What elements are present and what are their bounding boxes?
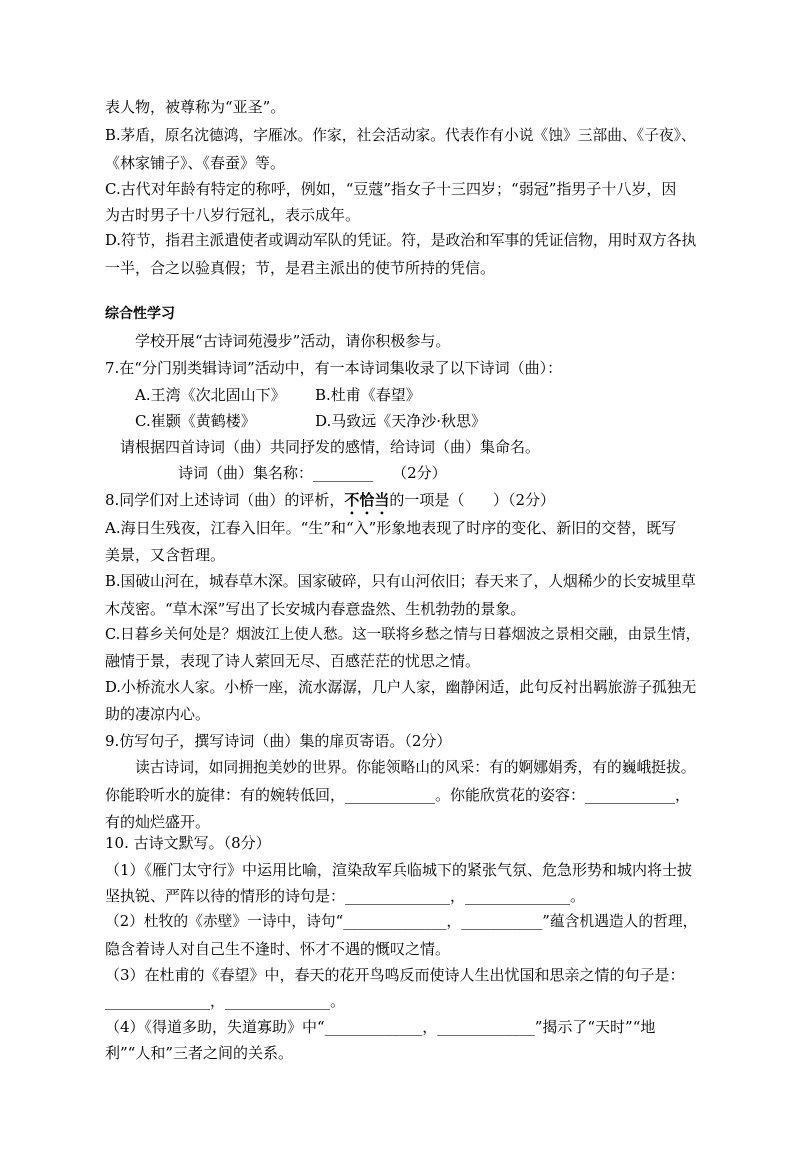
option-c: C.崔颢《黄鹤楼》 [135, 412, 256, 430]
text-line: 助的凄凉内心。 [105, 705, 211, 723]
text-line: 学校开展“古诗词苑漫步”活动，请你积极参与。 [135, 332, 451, 350]
emphasis-text: 不恰当 [344, 491, 390, 509]
answer-blank-line: 诗词（曲）集名称：________ （2分） [178, 464, 447, 482]
text-line: （4）《得道多助，失道寡助》中“_____________，_____________”揭示了“天时”“地 [105, 1018, 656, 1036]
question-9: 9.仿写句子，撰写诗词（曲）集的扉页寄语。（2分） [105, 732, 452, 750]
option-d: D.马致远《天净沙·秋思》 [315, 412, 487, 430]
text-line: 木茂密。“草木深”写出了长安城内春意盎然、生机勃勃的景象。 [105, 600, 526, 618]
question-7: 7.在“分门别类辑诗词”活动中，有一本诗词集收录了以下诗词（曲）： [105, 359, 563, 377]
text-line: 为古时男子十八岁行冠礼，表示成年。 [105, 206, 361, 224]
text-line: 美景，又含哲理。 [105, 546, 226, 564]
text-line: （1）《雁门太守行》中运用比喻，渲染敌军兵临城下的紧张气氛、危急形势和城内将士披 [105, 861, 693, 879]
text-line: 《林家铺子》、《春蚕》等。 [105, 154, 286, 172]
text-line: 一半，合之以验真假；节，是君主派出的使节所持的凭信。 [105, 259, 496, 277]
text-line: 读古诗词，如同拥抱美妙的世界。你能领略山的风采：有的婀娜娟秀，有的巍峨挺拔。 [135, 759, 696, 776]
text-line: 请根据四首诗词（曲）共同抒发的感情，给诗词（曲）集命名。 [120, 438, 541, 456]
text-line: 融情于景，表现了诗人萦回无尽、百感茫茫的忧思之情。 [105, 652, 481, 670]
text-line: D.符节，指君主派遣使者或调动军队的凭证。符，是政治和军事的凭证信物，用时双方各执 [105, 232, 697, 249]
option-b: B.杜甫《春望》 [315, 386, 421, 404]
question-8-lead: 8.同学们对上述诗词（曲）的评析， [105, 491, 345, 509]
text-line: ______________，______________。 [105, 992, 346, 1010]
text-line: D.小桥流水人家。小桥一座，流水潺潺，几户人家，幽静闲适，此句反衬出羁旅游子孤独无 [105, 679, 697, 696]
text-line: 表人物，被尊称为“亚圣”。 [105, 98, 286, 116]
text-line: B.国破山河在，城春草木深。国家破碎，只有山河依旧；春天来了，人烟稀少的长安城里草 [105, 573, 696, 590]
question-8 [105, 490, 555, 518]
question-8-tail: 的一项是（ ）（2分） [389, 491, 555, 509]
text-line: C.日暮乡关何处是？烟波江上使人愁。这一联将乡愁之情与日暮烟波之景相交融，由景生情， [105, 627, 701, 643]
text-line: 隐含着诗人对自己生不逢时、怀才不遇的慨叹之情。 [105, 940, 451, 958]
text-line: （2）杜牧的《赤壁》一诗中，诗句“______________，___________”蕴含机遇造人的哲理， [105, 913, 698, 930]
question-10: 10. 古诗文默写。（8分） [105, 834, 271, 852]
text-line: 你能聆听水的旋律：有的婉转低回，____________。你能欣赏花的姿容：____________， [105, 786, 691, 804]
text-line: 坚执锐、严阵以待的情形的诗句是：______________，______________。 [105, 887, 586, 905]
text-line: （3）在杜甫的《春望》中，春天的花开鸟鸣反而使诗人生出忧国和思亲之情的句子是： [105, 966, 685, 984]
option-a: A.王湾《次北固山下》 [135, 386, 286, 404]
section-title: 综合性学习 [105, 306, 175, 322]
text-line: 有的灿烂盛开。 [105, 813, 211, 831]
text-line: C.古代对年龄有特定的称呼，例如，“豆蔻”指女子十三四岁；“弱冠”指男子十八岁，因 [105, 180, 677, 198]
text-line: A.海日生残夜，江春入旧年。“生”和“入”形象地表现了时序的变化、新旧的交替，既写 [105, 519, 677, 537]
text-line: 利”“人和”三者之间的关系。 [105, 1044, 294, 1062]
text-line: B.茅盾，原名沈德鸿，字雁冰。作家，社会活动家。代表作有小说《蚀》三部曲、《子夜》、 [105, 127, 696, 144]
